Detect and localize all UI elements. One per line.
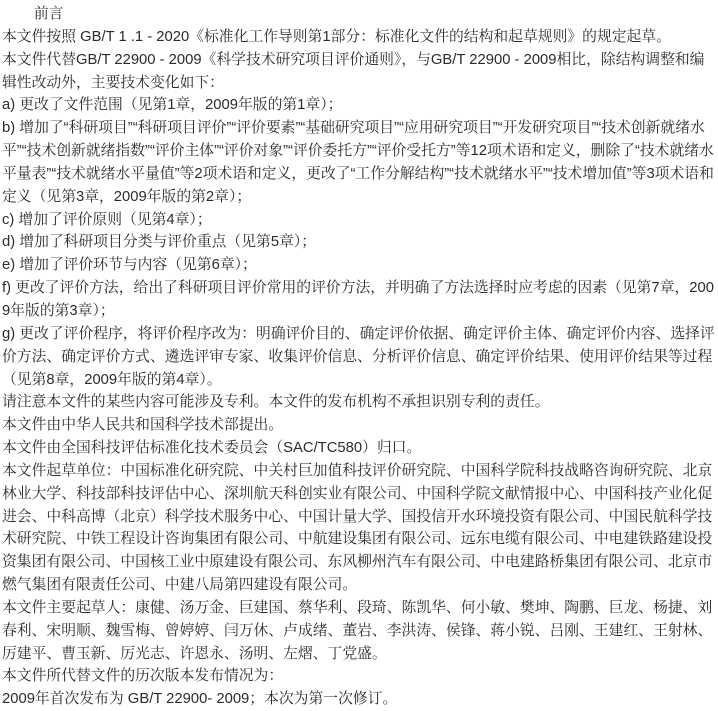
paragraph-change-b: b) 增加了“科研项目”“科研项目评价”“评价要素”“基础研究项目”“应用研究项目”“开发研究项目”“技术创新就绪水平”“技术创新就绪指数”“评价主体”“评价对象”“评价委托方”“评价受托方”等12项术语和定义，删除了“技术就绪水平量表”“技术就绪水平量值”等2项术语和定义，更改了“工作分解结构”“技术就绪水平”“技术增加值”等3项术语和定义（见第3章，2009年版的第2章）；: [2, 120, 714, 205]
paragraph-proposed-by: 本文件由中华人民共和国科学技术部提出。: [2, 417, 284, 434]
page-title: 前言: [33, 6, 64, 22]
paragraph-change-g: g) 更改了评价程序，将评价程序改为：明确评价目的、确定评价依据、确定评价主体、确定评价内容、选择评价方法、确定评价方式、遴选评审专家、收集评价信息、分析评价信息、确定评价结果、使用评价结果等过程（见第8章，2009年版的第4章）。: [2, 325, 715, 388]
paragraph-version-history: 2009年首次发布为 GB/T 22900- 2009；本次为第一次修订。: [2, 691, 398, 708]
paragraph-change-e: e) 增加了评价环节与内容（见第6章）；: [2, 257, 257, 274]
paragraph-main-drafters: 本文件主要起草人：康健、汤万金、巨建国、蔡华利、段琦、陈凯华、何小敏、樊坤、陶鹏、巨龙、杨捷、刘春利、宋明顺、魏雪梅、曾婷婷、闫万休、卢成绪、董岩、李洪涛、侯锋、蒋小锐、吕刚、王建红、王射林、厉建平、曹玉新、厉光志、许恩永、汤明、左熠、丁党盛。: [2, 599, 713, 662]
paragraph-drafting-basis: 本文件按照 GB/T 1 .1 - 2020《标准化工作导则第1部分：标准化文件的结构和起草规则》的规定起草。: [2, 28, 671, 45]
paragraph-change-f: f) 更改了评价方法，给出了科研项目评价常用的评价方法，并明确了方法选择时应考虑的因素（见第7章，2009年版的第3章）；: [2, 280, 714, 319]
paragraph-patent-notice: 请注意本文件的某些内容可能涉及专利。本文件的发布机构不承担识别专利的责任。: [2, 394, 550, 411]
paragraph-drafting-organizations: 本文件起草单位：中国标准化研究院、中关村巨加值科技评价研究院、中国科学院科技战略咨询研究院、北京林业大学、科技部科技评估中心、深圳航天科创实业有限公司、中国科学院文献情报中心、中国科技产业化促进会、中科高博（北京）科学技术服务中心、中国计量大学、国投信开水环境投资有限公司、中国民航科学技术研究院、中铁工程设计咨询集团有限公司、中航建设集团有限公司、远东电缆有限公司、中电建铁路建设投资集团有限公司、中国核工业中原建设有限公司、东风柳州汽车有限公司、中电建路桥集团有限公司、北京市燃气集团有限责任公司、中建八局第四建设有限公司。: [2, 462, 713, 594]
paragraph-change-c: c) 增加了评价原则（见第4章）；: [2, 211, 212, 228]
paragraph-change-a: a) 更改了文件范围（见第1章，2009年版的第1章）；: [2, 97, 343, 114]
paragraph-centralized-by: 本文件由全国科技评估标准化技术委员会（SAC/TC580）归口。: [2, 440, 422, 457]
paragraph-version-history-intro: 本文件所代替文件的历次版本发布情况为：: [2, 668, 284, 685]
paragraph-replaces-standard: 本文件代替GB/T 22900 - 2009《科学技术研究项目评价通则》，与GB/T 22900 - 2009相比，除结构调整和编辑性改动外，主要技术变化如下：: [2, 51, 705, 91]
paragraph-change-d: d) 增加了科研项目分类与评价重点（见第5章）；: [2, 234, 317, 251]
